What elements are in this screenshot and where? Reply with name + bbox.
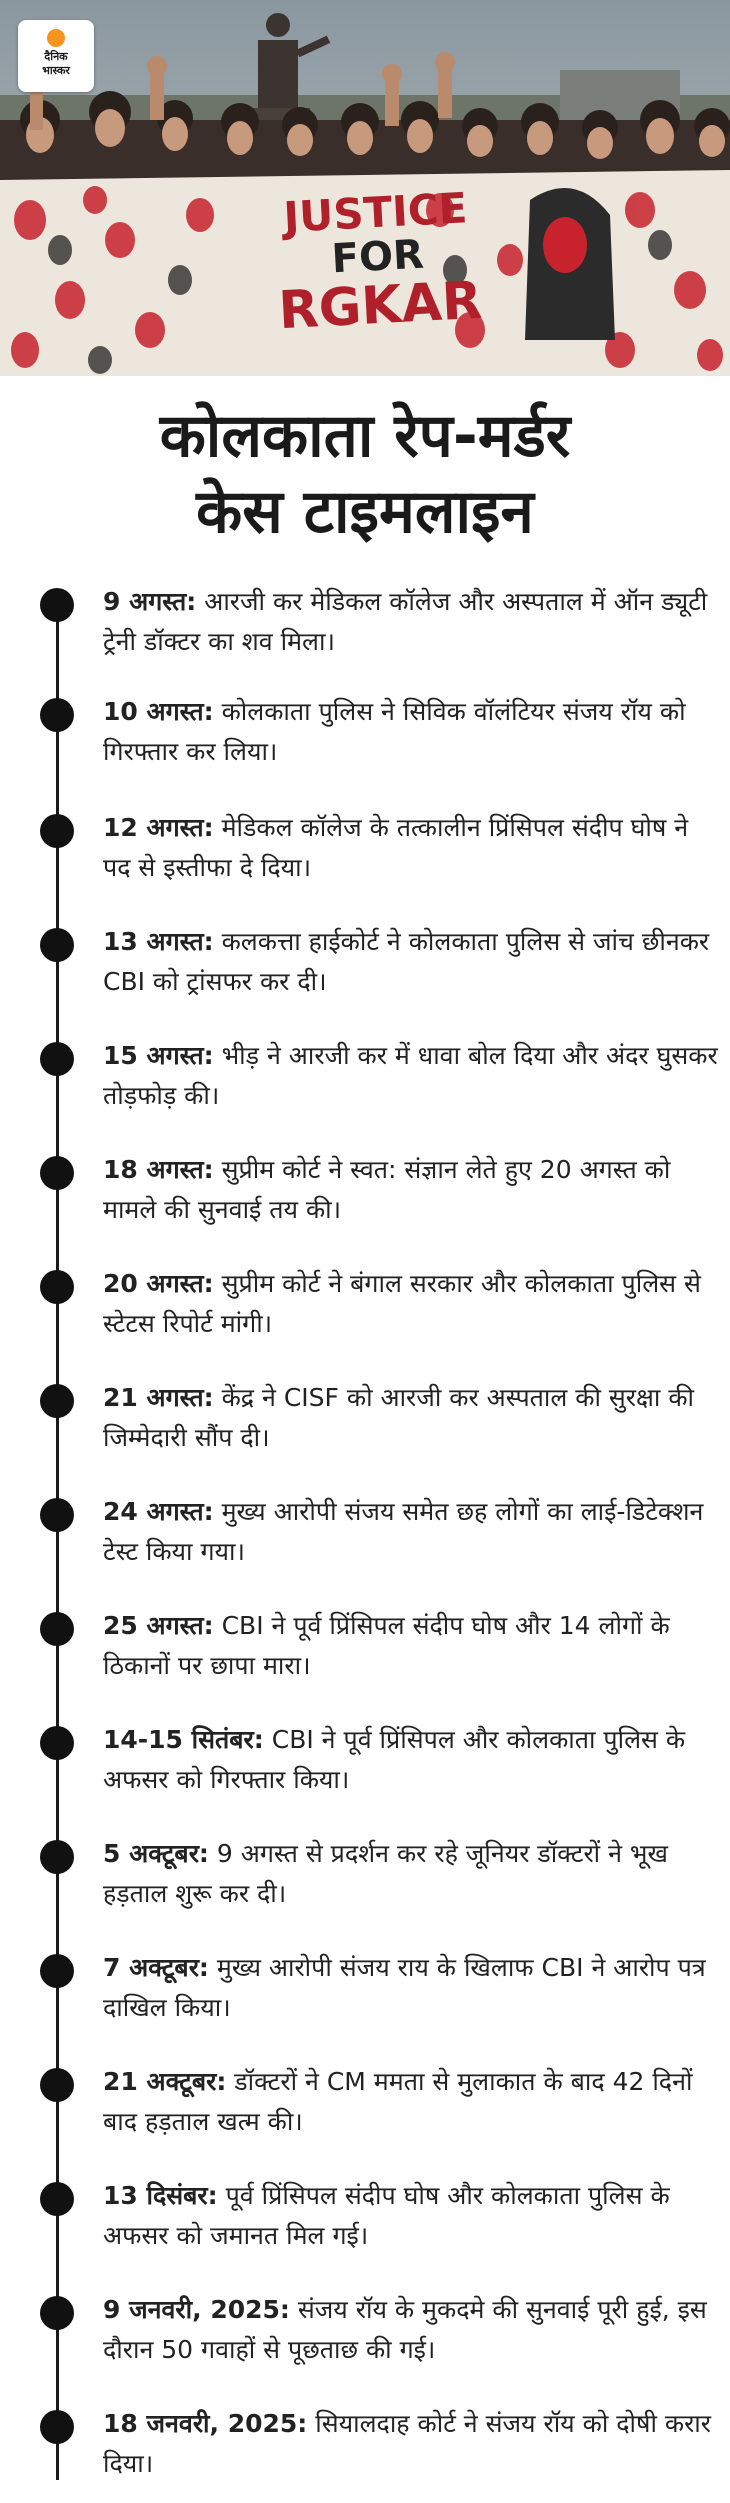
timeline-description: भीड़ ने आरजी कर में धावा बोल दिया और अंदर घुसकर तोड़फोड़ की।: [103, 1041, 718, 1110]
timeline-date: 24 अगस्त:: [103, 1497, 214, 1526]
timeline-description: मुख्य आरोपी संजय राय के खिलाफ CBI ने आरोप पत्र दाखिल किया।: [103, 1953, 706, 2022]
timeline-item-text: [103, 1492, 718, 1572]
timeline-dot: [40, 2296, 74, 2330]
timeline-date: 18 जनवरी, 2025:: [103, 2409, 308, 2438]
timeline-item-text: [103, 2062, 718, 2142]
timeline-date: 21 अक्टूबर:: [103, 2067, 227, 2096]
timeline-description: पूर्व प्रिंसिपल संदीप घोष और कोलकाता पुलिस के अफसर को जमानत मिल गई।: [103, 2181, 670, 2250]
timeline-date: 9 अगस्त:: [103, 587, 197, 616]
timeline-item-text: [103, 808, 718, 888]
page-title: [0, 398, 730, 550]
timeline-item-text: [103, 1264, 718, 1344]
timeline-date: 13 अगस्त:: [103, 927, 214, 956]
timeline-item-text: [103, 2404, 718, 2484]
timeline-dot: [40, 1726, 74, 1760]
timeline-description: सियालदाह कोर्ट ने संजय रॉय को दोषी करार दिया।: [103, 2409, 711, 2478]
timeline-date: 5 अक्टूबर:: [103, 1839, 209, 1868]
timeline-date: 18 अगस्त:: [103, 1155, 214, 1184]
timeline-dot: [40, 1042, 74, 1076]
timeline-item-text: [103, 2290, 718, 2370]
timeline-description: मुख्य आरोपी संजय समेत छह लोगों का लाई-डिटेक्शन टेस्ट किया गया।: [103, 1497, 704, 1566]
timeline-dot: [40, 698, 74, 732]
timeline-dot: [40, 1840, 74, 1874]
timeline-item-text: [103, 1036, 718, 1116]
timeline-item-text: [103, 1378, 718, 1458]
timeline-description: आरजी कर मेडिकल कॉलेज और अस्पताल में ऑन ड्यूटी ट्रेनी डॉक्टर का शव मिला।: [103, 587, 708, 656]
timeline-description: कोलकाता पुलिस ने सिविक वॉलंटियर संजय रॉय को गिरफ्तार कर लिया।: [103, 697, 686, 766]
timeline-dot: [40, 1498, 74, 1532]
timeline-description: केंद्र ने CISF को आरजी कर अस्पताल की सुरक्षा की जिम्मेदारी सौंप दी।: [103, 1383, 695, 1452]
hero-photo: [0, 0, 730, 376]
timeline-dot: [40, 1954, 74, 1988]
brand-logo: [18, 20, 94, 92]
timeline-dot: [40, 1612, 74, 1646]
timeline-dot: [40, 1384, 74, 1418]
timeline-dot: [40, 814, 74, 848]
timeline-item-text: [103, 1948, 718, 2028]
timeline-description: कलकत्ता हाईकोर्ट ने कोलकाता पुलिस से जांच छीनकर CBI को ट्रांसफर कर दी।: [103, 927, 710, 996]
timeline-item-text: [103, 1606, 718, 1686]
page-title-line1: कोलकाता रेप-मर्डर: [159, 401, 571, 471]
timeline-date: 21 अगस्त:: [103, 1383, 214, 1412]
timeline-date: 12 अगस्त:: [103, 813, 214, 842]
timeline-dot: [40, 928, 74, 962]
timeline-dot: [40, 2182, 74, 2216]
timeline-item-text: [103, 1834, 718, 1914]
timeline-dot: [40, 2410, 74, 2444]
timeline-description: CBI ने पूर्व प्रिंसिपल संदीप घोष और 14 लोगों के ठिकानों पर छापा मारा।: [103, 1611, 670, 1680]
banner-line-justice: JUSTICE: [282, 183, 469, 242]
timeline-description: सुप्रीम कोर्ट ने बंगाल सरकार और कोलकाता पुलिस से स्टेटस रिपोर्ट मांगी।: [103, 1269, 701, 1338]
timeline-description: CBI ने पूर्व प्रिंसिपल और कोलकाता पुलिस के अफसर को गिरफ्तार किया।: [103, 1725, 686, 1794]
timeline-dot: [40, 588, 74, 622]
brand-line1: दैनिक: [44, 50, 68, 63]
timeline-item-text: [103, 1720, 718, 1800]
timeline-date: 13 दिसंबर:: [103, 2181, 218, 2210]
banner-text: [214, 182, 541, 343]
brand-name: [18, 50, 94, 78]
timeline-description: संजय रॉय के मुकदमे की सुनवाई पूरी हुई, इस दौरान 50 गवाहों से पूछताछ की गई।: [103, 2295, 707, 2364]
timeline-description: डॉक्टरों ने CM ममता से मुलाकात के बाद 42 दिनों बाद हड़ताल खत्म की।: [103, 2067, 693, 2136]
timeline-dot: [40, 1270, 74, 1304]
timeline-description: सुप्रीम कोर्ट ने स्वत: संज्ञान लेते हुए 20 अगस्त को मामले की सुनवाई तय की।: [103, 1155, 671, 1224]
timeline-description: 9 अगस्त से प्रदर्शन कर रहे जूनियर डॉक्टरों ने भूख हड़ताल शुरू कर दी।: [103, 1839, 668, 1908]
timeline-date: 9 जनवरी, 2025:: [103, 2295, 290, 2324]
timeline-item-text: [103, 2176, 718, 2256]
page-title-line2: केस टाइमलाइन: [196, 477, 534, 547]
timeline-date: 20 अगस्त:: [103, 1269, 214, 1298]
timeline-date: 14-15 सितंबर:: [103, 1725, 264, 1754]
timeline-date: 10 अगस्त:: [103, 697, 214, 726]
timeline-date: 25 अगस्त:: [103, 1611, 214, 1640]
timeline-item-text: [103, 692, 718, 772]
sun-icon: [47, 29, 65, 47]
timeline-dot: [40, 1156, 74, 1190]
timeline-item-text: [103, 582, 718, 662]
timeline-item-text: [103, 922, 718, 1002]
timeline-date: 7 अक्टूबर:: [103, 1953, 209, 1982]
timeline-dot: [40, 2068, 74, 2102]
timeline-description: मेडिकल कॉलेज के तत्कालीन प्रिंसिपल संदीप घोष ने पद से इस्तीफा दे दिया।: [103, 813, 689, 882]
brand-line2: भास्कर: [42, 64, 70, 77]
banner-line-for: FOR: [330, 231, 425, 283]
timeline-item-text: [103, 1150, 718, 1230]
banner-line-rgkar: RGKAR: [277, 270, 484, 342]
timeline-date: 15 अगस्त:: [103, 1041, 214, 1070]
